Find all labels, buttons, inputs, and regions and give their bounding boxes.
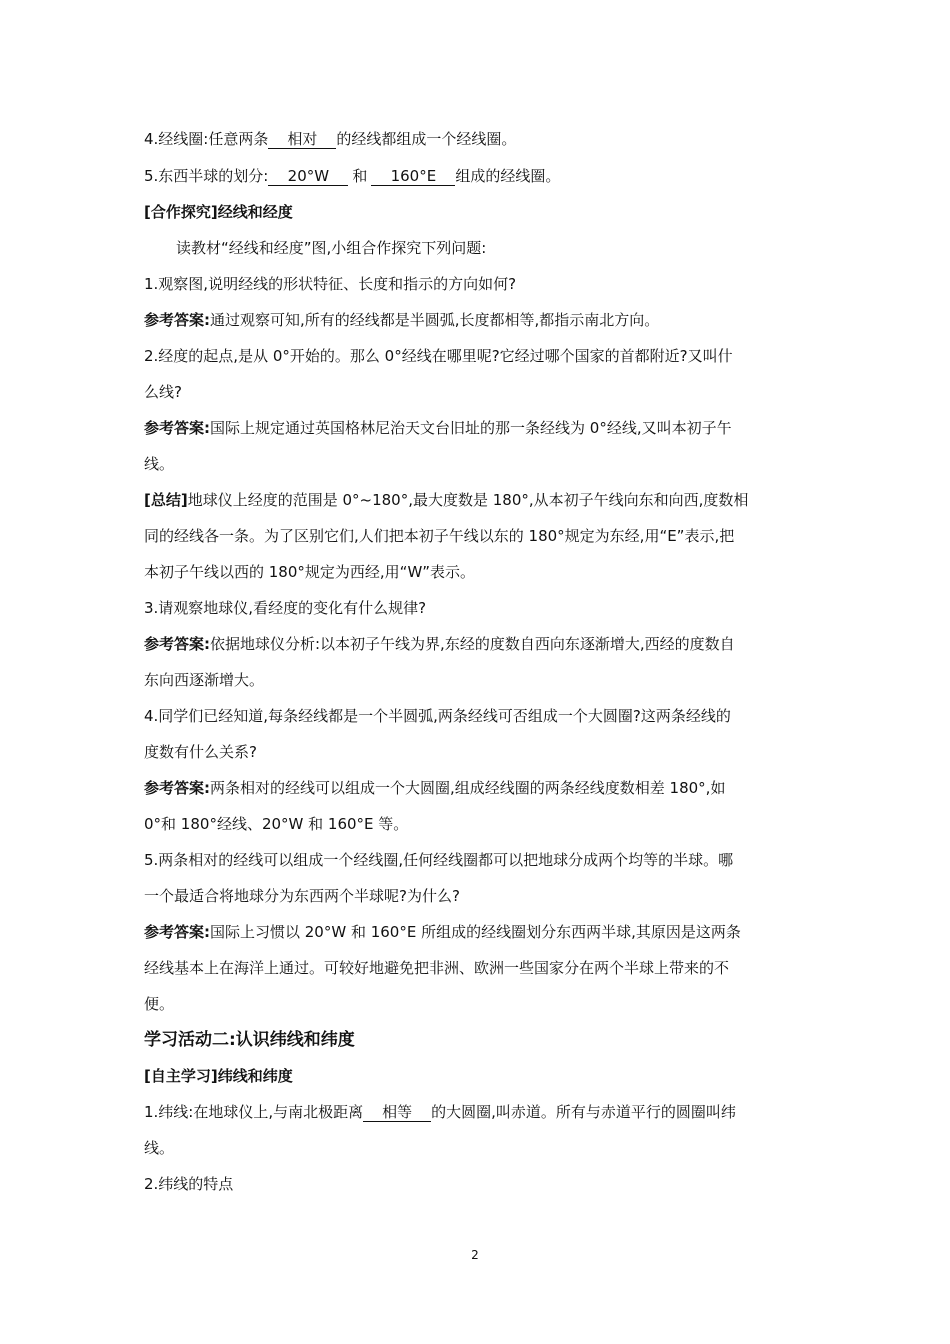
answer-5-line-2: 经线基本上在海洋上通过。可较好地避免把非洲、欧洲一些国家分在两个半球上带来的不 [144, 959, 730, 977]
question-4-line-1: 4.同学们已经知道,每条经线都是一个半圆弧,两条经线可否组成一个大圆圈?这两条经线的 [144, 707, 731, 725]
answer-blank: 20°W [268, 167, 348, 186]
answer-text: 国际上规定通过英国格林尼治天文台旧址的那一条经线为 0°经线,又叫本初子午 [210, 419, 732, 437]
section-title: 纬线和纬度 [217, 1067, 293, 1085]
summary-line-1 [144, 482, 808, 518]
answer-3 [144, 626, 808, 662]
question-3: 3.请观察地球仪,看经度的变化有什么规律? [144, 599, 427, 617]
section-label: [合作探究] [144, 203, 218, 221]
section-heading-self-study [144, 1058, 808, 1094]
summary-label: [总结] [144, 491, 188, 509]
answer-label: 参考答案: [144, 923, 210, 941]
text: 的经线都组成一个经线圈。 [336, 130, 517, 148]
item-5 [144, 158, 808, 194]
latitude-item-1 [144, 1094, 808, 1130]
answer-5-line-3: 便。 [144, 995, 175, 1013]
summary-text: 地球仪上经度的范围是 0°~180°,最大度数是 180°,从本初子午线向东和向西,度数相 [187, 491, 749, 509]
answer-blank: 相等 [363, 1103, 431, 1122]
answer-label: 参考答案: [144, 779, 210, 797]
question-1: 1.观察图,说明经线的形状特征、长度和指示的方向如何? [144, 275, 517, 293]
section-label: [自主学习] [144, 1067, 218, 1085]
section-heading-coop [144, 194, 808, 230]
text: 和 [352, 167, 368, 185]
answer-2-line-2: 线。 [144, 455, 175, 473]
answer-4-line-2: 0°和 180°经线、20°W 和 160°E 等。 [144, 815, 409, 833]
answer-text: 两条相对的经线可以组成一个大圆圈,组成经线圈的两条经线度数相差 180°,如 [210, 779, 726, 797]
answer-text: 国际上习惯以 20°W 和 160°E 所组成的经线圈划分东西两半球,其原因是这两条 [210, 923, 741, 941]
coop-intro: 读教材“经线和经度”图,小组合作探究下列问题: [176, 239, 487, 257]
text: 1.纬线:在地球仪上,与南北极距离 [144, 1103, 364, 1121]
summary-line-3: 本初子午线以西的 180°规定为西经,用“W”表示。 [144, 563, 476, 581]
answer-blank: 160°E [371, 167, 455, 186]
question-4-line-2: 度数有什么关系? [144, 743, 257, 761]
text: 组成的经线圈。 [455, 167, 561, 185]
summary-line-2: 同的经线各一条。为了区别它们,人们把本初子午线以东的 180°规定为东经,用“E”表示,把 [144, 527, 735, 545]
question-2-line-2: 么线? [144, 383, 182, 401]
answer-5 [144, 914, 808, 950]
item-4 [144, 120, 808, 158]
text: 的大圆圈,叫赤道。所有与赤道平行的圆圈叫纬 [431, 1103, 736, 1121]
activity-2-heading: 学习活动二:认识纬线和纬度 [144, 1030, 355, 1050]
latitude-item-1-line-2: 线。 [144, 1139, 175, 1157]
question-5-line-2: 一个最适合将地球分为东西两个半球呢?为什么? [144, 887, 460, 905]
answer-4 [144, 770, 808, 806]
text: 5.东西半球的划分: [144, 167, 269, 185]
answer-text: 通过观察可知,所有的经线都是半圆弧,长度都相等,都指示南北方向。 [210, 311, 660, 329]
latitude-item-2: 2.纬线的特点 [144, 1175, 234, 1193]
answer-label: 参考答案: [144, 311, 210, 329]
answer-text: 依据地球仪分析:以本初子午线为界,东经的度数自西向东逐渐增大,西经的度数自 [210, 635, 735, 653]
document-page [144, 120, 808, 1202]
answer-2 [144, 410, 808, 446]
answer-label: 参考答案: [144, 419, 210, 437]
answer-label: 参考答案: [144, 635, 210, 653]
answer-1 [144, 302, 808, 338]
question-2-line-1: 2.经度的起点,是从 0°开始的。那么 0°经线在哪里呢?它经过哪个国家的首都附近?又叫什 [144, 347, 733, 365]
answer-3-line-2: 东向西逐渐增大。 [144, 671, 265, 689]
question-5-line-1: 5.两条相对的经线可以组成一个经线圈,任何经线圈都可以把地球分成两个均等的半球。哪 [144, 851, 734, 869]
page-number: 2 [471, 1248, 479, 1262]
answer-blank: 相对 [268, 130, 336, 149]
text: 4.经线圈:任意两条 [144, 130, 269, 148]
section-title: 经线和经度 [217, 203, 293, 221]
